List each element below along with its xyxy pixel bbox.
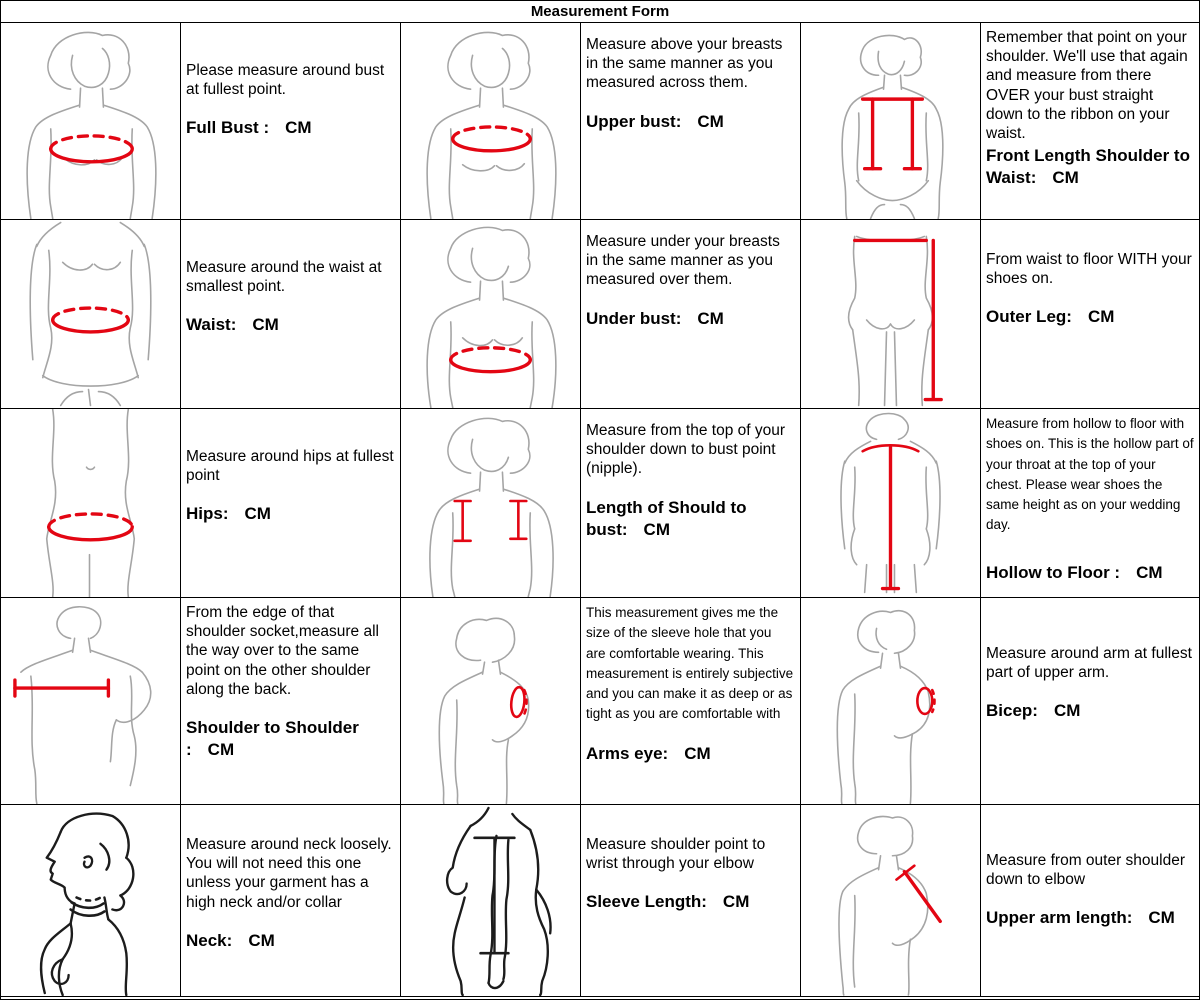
figure-under-bust-illustration [401, 220, 581, 409]
bicep-figure-icon [801, 598, 980, 804]
measurement-unit: CM [697, 308, 724, 328]
figure-shoulder-to-shoulder-illustration [1, 598, 181, 805]
measurement-label-row [986, 306, 1194, 328]
cell-neck-text [181, 805, 401, 997]
cell-sleeve-length-text [581, 805, 801, 997]
upper-bust-figure-icon [401, 23, 580, 219]
measurement-label-row [186, 717, 394, 761]
cell-hips-text [181, 409, 401, 598]
measurement-label: Hollow to Floor : [986, 562, 1121, 582]
measurement-label: Waist: [186, 315, 237, 335]
measurement-unit: CM [697, 111, 724, 131]
hollow-to-floor-figure-icon [801, 409, 980, 597]
figure-upper-arm-length-illustration [801, 805, 981, 997]
under-bust-figure-icon [401, 220, 580, 408]
measurement-label-row [586, 497, 794, 541]
measurement-label: Neck: [186, 930, 233, 950]
measurement-label: Shoulder to Shoulder : [186, 718, 359, 760]
figure-hollow-to-floor-illustration [801, 409, 981, 598]
upper-arm-length-figure-icon [801, 805, 980, 996]
hips-figure-icon [1, 409, 180, 597]
figure-bicep-illustration [801, 598, 981, 805]
measurement-unit: CM [1148, 908, 1175, 928]
figure-sleeve-length-illustration [401, 805, 581, 997]
measurement-label: Length of Should to bust: [586, 497, 747, 539]
measurement-label-row [586, 111, 794, 133]
measurement-label: Upper arm length: [986, 908, 1133, 928]
cell-bicep-text [981, 598, 1200, 805]
measurement-unit: CM [722, 892, 750, 912]
front-length-figure-icon [801, 23, 980, 219]
measurement-label-row [586, 743, 794, 765]
figure-hips-illustration [1, 409, 181, 598]
cell-hollow-to-floor-text [981, 409, 1200, 598]
measurement-label: Under bust: [586, 308, 682, 328]
measurement-label-row [986, 700, 1194, 722]
cell-front-length-text [981, 23, 1200, 220]
measurement-unit: CM [252, 315, 279, 335]
full-bust-figure-icon [1, 23, 180, 219]
measurement-label-row [186, 117, 394, 139]
measurement-description: Measure under your breasts in the same manner as you measured over them. [586, 233, 780, 289]
measurement-unit: CM [244, 504, 271, 524]
measurement-label-row [986, 562, 1194, 584]
shoulder-to-bust-figure-icon [401, 409, 580, 597]
figure-neck-illustration [1, 805, 181, 997]
measurement-description: Measure around arm at fullest part of upper arm. [986, 645, 1192, 682]
figure-outer-leg-illustration [801, 220, 981, 409]
measurement-label-row [186, 314, 394, 336]
cell-outer-leg-text [981, 220, 1200, 409]
outer-leg-figure-icon [801, 220, 980, 408]
measurement-label: Full Bust : [186, 118, 270, 138]
cell-full-bust-text [181, 23, 401, 220]
measurement-description: Measure around the waist at smallest point. [186, 259, 382, 296]
cell-arms-eye-text [581, 598, 801, 805]
measurement-description: From the edge of that shoulder socket,measure all the way over to the same point on the other shoulder along the back. [186, 604, 379, 698]
neck-figure-icon [1, 805, 180, 996]
measurement-unit: CM [1087, 307, 1115, 327]
figure-front-length-illustration [801, 23, 981, 220]
arms-eye-figure-icon [401, 598, 580, 804]
measurement-description: Measure above your breasts in the same manner as you measured across them. [586, 36, 783, 92]
cell-waist-text [181, 220, 401, 409]
measurement-label-row [986, 907, 1194, 929]
figure-waist-illustration [1, 220, 181, 409]
figure-arms-eye-illustration [401, 598, 581, 805]
measurement-label: Bicep: [986, 701, 1038, 721]
measurement-unit: CM [207, 740, 235, 760]
measurement-description: Measure shoulder point to wrist through your elbow [586, 836, 766, 873]
measurement-description: Measure around hips at fullest point [186, 448, 394, 485]
measurement-description: Remember that point on your shoulder. We'll use that again and measure from there OVER your bust straight down to the ribbon on your waist. [986, 29, 1188, 143]
measurement-description: Measure from the top of your shoulder down to bust point (nipple). [586, 422, 786, 478]
figure-upper-bust-illustration [401, 23, 581, 220]
measurement-label-row [186, 503, 394, 525]
measurement-description: This measurement gives me the size of the sleeve hole that you are comfortable wearing. This measurement is entirely subjective and you can make it as deep or as tight as you are comfortable with [586, 605, 794, 722]
measurement-unit: CM [285, 118, 312, 138]
measurement-label: Upper bust: [586, 111, 682, 131]
shoulder-to-shoulder-figure-icon [1, 598, 180, 804]
measurement-label: Hips: [186, 504, 229, 524]
measurement-unit: CM [248, 930, 275, 950]
measurement-description: Measure from hollow to floor with shoes on. This is the hollow part of your throat at the top of your chest. Please wear shoes the same height as on your wedding day. [986, 416, 1194, 533]
measurement-label: Outer Leg: [986, 307, 1072, 327]
measurement-unit: CM [643, 519, 670, 539]
cell-upper-arm-length-text [981, 805, 1200, 997]
measurement-unit: CM [1136, 562, 1163, 582]
measurement-unit: CM [1052, 168, 1079, 188]
measurement-label: Front Length Shoulder to Waist: [986, 146, 1190, 188]
sleeve-length-figure-icon [401, 805, 580, 996]
measurement-label: Arms eye: [586, 743, 669, 763]
cell-shoulder-to-shoulder-text [181, 598, 401, 805]
measurement-unit: CM [1053, 701, 1081, 721]
measurement-label: Sleeve Length: [586, 892, 707, 912]
measurement-description: Please measure around bust at fullest point. [186, 62, 385, 99]
measurement-unit: CM [684, 743, 711, 763]
cell-under-bust-text [581, 220, 801, 409]
cell-upper-bust-text [581, 23, 801, 220]
measurement-label-row [986, 145, 1194, 189]
measurement-grid [1, 23, 1199, 997]
measurement-label-row [586, 891, 794, 913]
figure-shoulder-to-bust-illustration [401, 409, 581, 598]
page-title: Measurement Form [1, 1, 1199, 23]
measurement-description: Measure around neck loosely. You will not need this one unless your garment has a high neck and/or collar [186, 836, 392, 911]
figure-full-bust-illustration [1, 23, 181, 220]
measurement-label-row [586, 308, 794, 330]
measurement-description: Measure from outer shoulder down to elbow [986, 852, 1186, 889]
cell-shoulder-to-bust-text [581, 409, 801, 598]
measurement-description: From waist to floor WITH your shoes on. [986, 251, 1192, 288]
measurement-label-row [186, 930, 394, 952]
waist-figure-icon [1, 220, 180, 408]
